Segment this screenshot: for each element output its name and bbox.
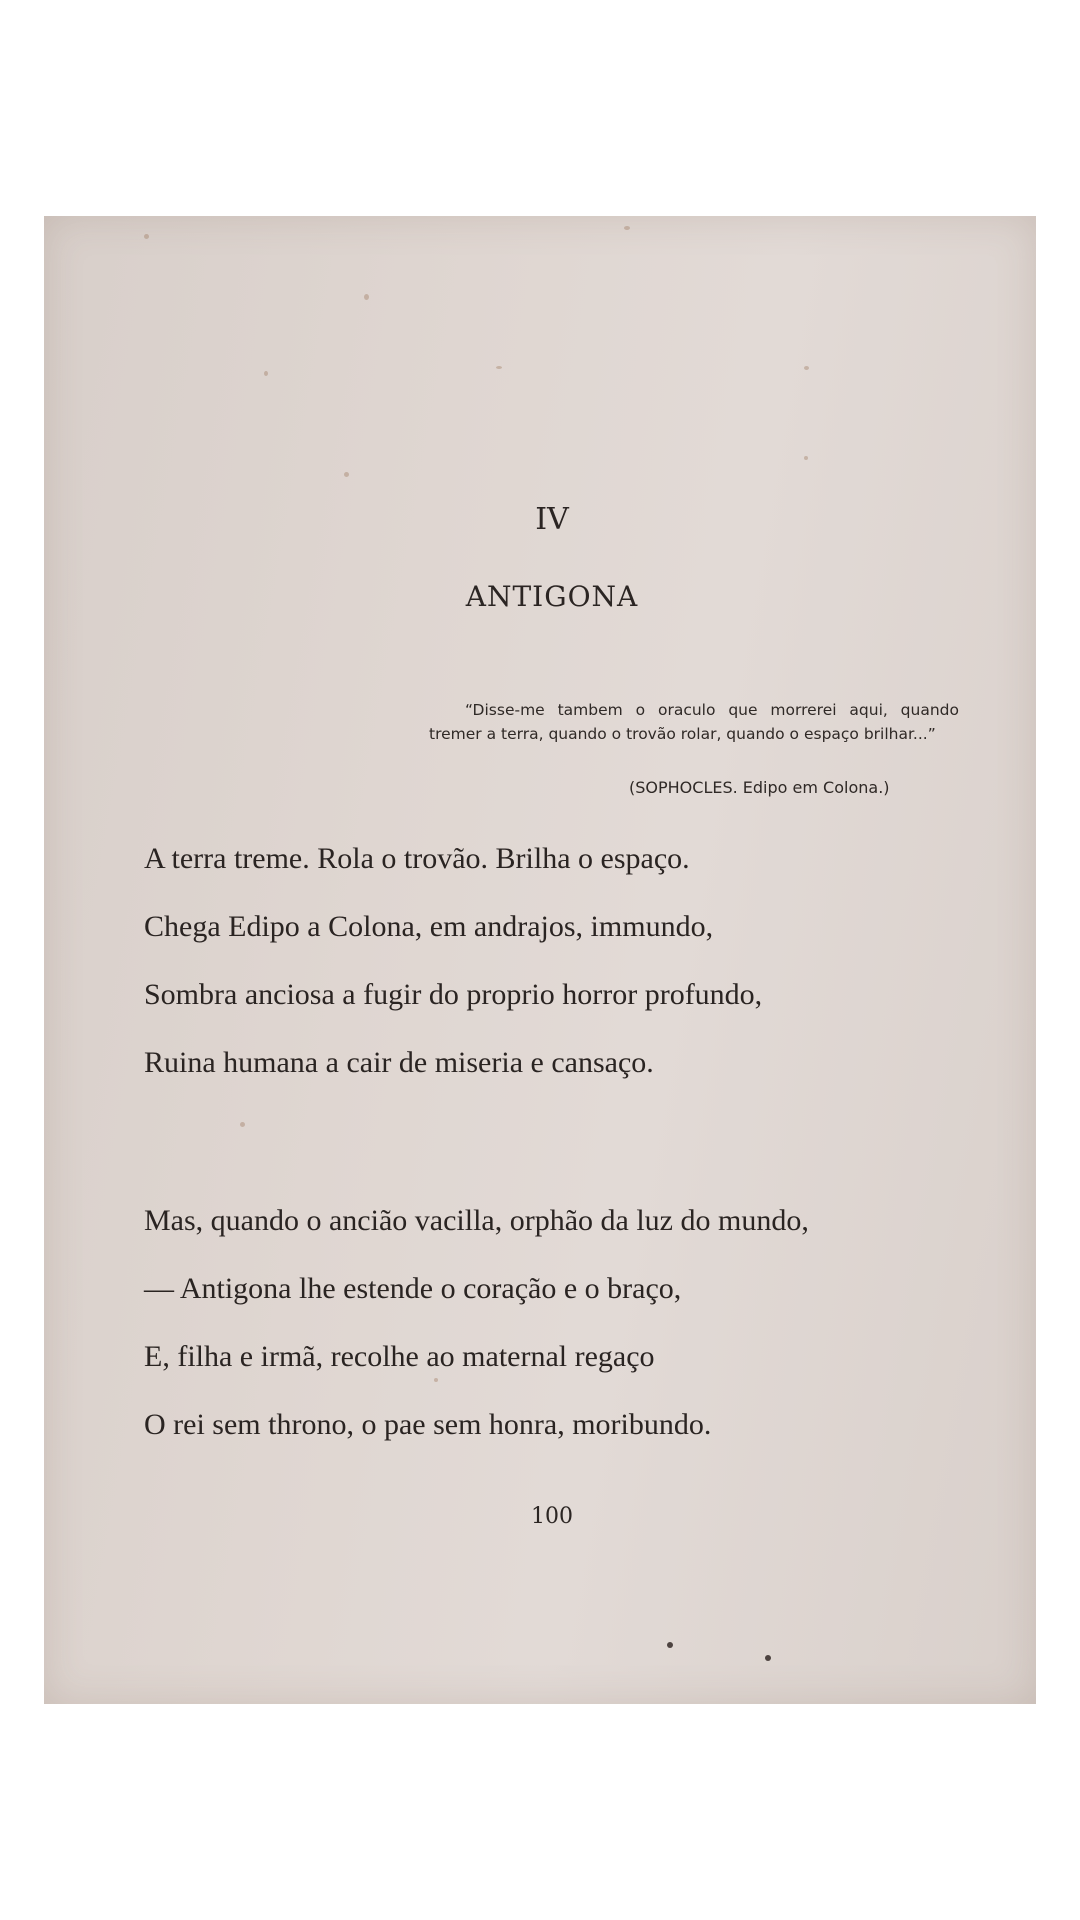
foxing-spot [804,366,809,370]
verse-line: Mas, quando o ancião vacilla, orphão da luz do mundo, [144,1204,809,1237]
verse-line: Sombra anciosa a fugir do proprio horror profundo, [144,978,763,1011]
verse-line: E, filha e irmã, recolhe ao maternal regaço [144,1340,655,1373]
verse-line: Ruina humana a cair de miseria e cansaço. [144,1046,654,1079]
verse-line: O rei sem throno, o pae sem honra, moribundo. [144,1408,712,1441]
foxing-spot [344,472,349,477]
foxing-spot [264,371,268,376]
page-number: 100 [531,1504,573,1529]
foxing-spot [364,294,369,300]
ink-dot [667,1642,673,1648]
foxing-spot [624,226,630,230]
poem-title: ANTIGONA [465,580,639,613]
section-number: IV [535,502,569,537]
foxing-spot [144,234,149,239]
foxing-spot [434,1378,438,1382]
verse-line: Chega Edipo a Colona, em andrajos, immundo, [144,910,714,943]
foxing-spot [240,1122,245,1127]
foxing-spot [496,366,502,369]
foxing-spot [804,456,808,460]
epigraph: “Disse-me tambem o oraculo que morrerei aqui, quando tremer a terra, quando o trovão rolar, quando o espaço brilhar...” [429,701,959,743]
book-page [44,216,1036,1704]
verse-line: A terra treme. Rola o trovão. Brilha o espaço. [144,842,690,875]
ink-dot [765,1655,771,1661]
epigraph-attribution: (SOPHOCLES. Edipo em Colona.) [629,778,890,797]
verse-line: — Antigona lhe estende o coração e o braço, [144,1272,682,1305]
